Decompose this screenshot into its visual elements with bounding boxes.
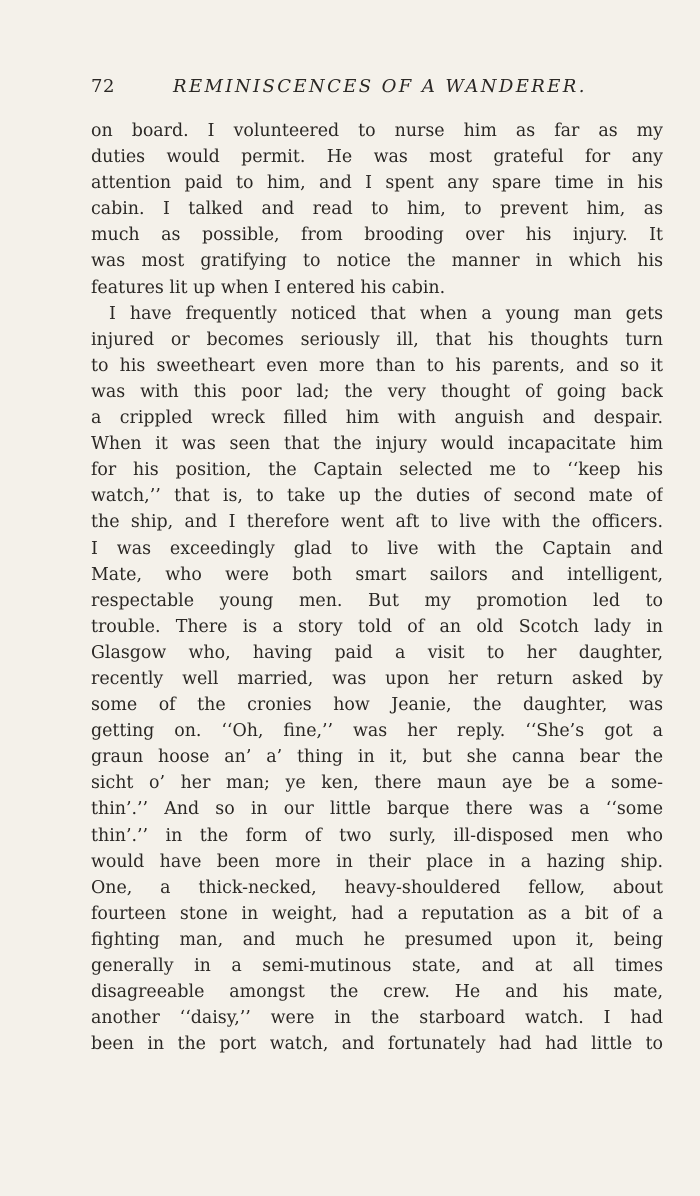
running-title: REMINISCENCES OF A WANDERER. <box>173 76 587 97</box>
text-line: much as possible, from brooding over his injury. It <box>91 225 663 246</box>
text-line: getting on. ‘‘Oh, fine,’’ was her reply. ‘‘She’s got a <box>91 721 663 742</box>
text-line: duties would permit. He was most grateful for any <box>91 147 663 168</box>
text-line: injured or becomes seriously ill, that his thoughts turn <box>91 329 663 350</box>
text-line: would have been more in their place in a hazing ship. <box>91 851 663 872</box>
text-line: Mate, who were both smart sailors and intelligent, <box>91 564 663 585</box>
text-line: disagreeable amongst the crew. He and his mate, <box>91 982 663 1003</box>
running-head <box>91 76 663 102</box>
text-line: I was exceedingly glad to live with the Captain and <box>91 538 663 559</box>
text-line: on board. I volunteered to nurse him as far as my <box>91 121 663 141</box>
text-line: fighting man, and much he presumed upon it, being <box>91 929 663 950</box>
text-line: features lit up when I entered his cabin. <box>91 277 446 298</box>
text-line: cabin. I talked and read to him, to prevent him, as <box>91 199 663 220</box>
text-line: was with this poor lad; the very thought of going back <box>91 381 663 402</box>
text-line: recently well married, was upon her return asked by <box>91 668 663 689</box>
text-line: trouble. There is a story told of an old Scotch lady in <box>91 616 663 637</box>
text-line: One, a thick-necked, heavy-shouldered fellow, about <box>91 877 663 898</box>
text-line: thin’.’’ in the form of two surly, ill-disposed men who <box>91 825 663 846</box>
text-line: attention paid to him, and I spent any spare time in his <box>91 173 663 194</box>
body-text <box>91 118 663 1057</box>
text-line: some of the cronies how Jeanie, the daughter, was <box>91 695 663 716</box>
text-line: fourteen stone in weight, had a reputation as a bit of a <box>91 903 663 924</box>
text-line: been in the port watch, and fortunately had had little to <box>91 1034 663 1055</box>
text-line: the ship, and I therefore went aft to live with the officers. <box>91 512 663 533</box>
text-line: to his sweetheart even more than to his parents, and so it <box>91 355 663 376</box>
text-line: Glasgow who, having paid a visit to her daughter, <box>91 642 663 663</box>
text-line: watch,’’ that is, to take up the duties of second mate of <box>91 486 663 507</box>
text-line: for his position, the Captain selected me to ‘‘keep his <box>91 460 663 481</box>
text-line: another ‘‘daisy,’’ were in the starboard watch. I had <box>91 1008 663 1029</box>
text-line: When it was seen that the injury would incapacitate him <box>91 434 663 455</box>
text-line: I have frequently noticed that when a young man gets <box>109 303 663 324</box>
text-line: was most gratifying to notice the manner in which his <box>91 251 663 272</box>
text-line: thin’.’’ And so in our little barque there was a ‘‘some <box>91 799 663 820</box>
text-line: graun hoose an’ a’ thing in it, but she canna bear the <box>91 747 663 768</box>
page-number: 72 <box>91 76 115 97</box>
text-line: sicht o’ her man; ye ken, there maun aye be a some- <box>91 773 663 794</box>
text-line: generally in a semi-mutinous state, and at all times <box>91 956 663 976</box>
text-line: respectable young men. But my promotion led to <box>91 590 663 611</box>
text-line: a crippled wreck filled him with anguish and despair. <box>91 408 663 429</box>
